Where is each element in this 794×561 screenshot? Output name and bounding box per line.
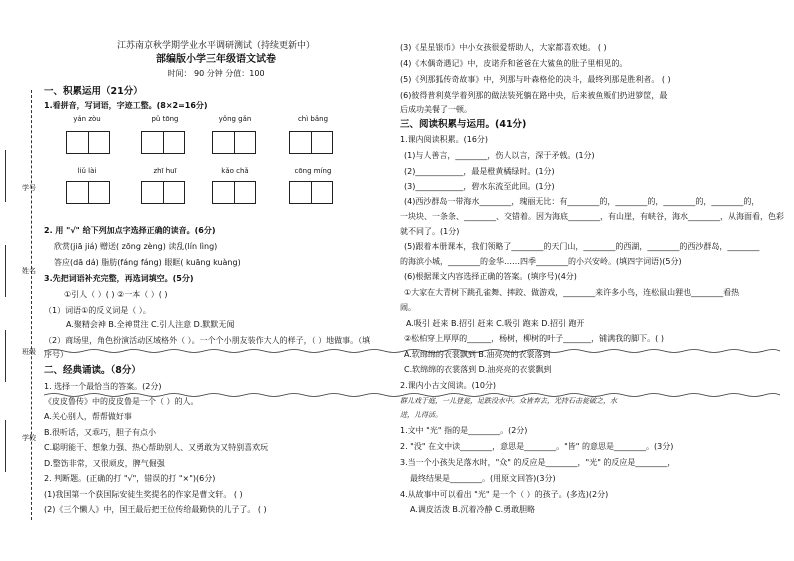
question-3-line: （1）词语①的反义词是（ ）。 [44,306,151,315]
question-2-line: 欣赏(jiā jiá) 赠送( zōng zèng) 读乱(lín lìng) [54,242,218,251]
binding-blank [5,420,6,472]
binding-dashed-line [31,90,32,520]
binding-blank [5,245,6,297]
reading-item: 最终结果是________。(用原文回答)(3分) [410,474,556,483]
judgement-item: (6)彼得普利莫学着列那的做法装死躺在路中央，后来被鱼贩们扔进箩筐，最 [400,91,668,100]
reading-item: 一块块、一条条、________、交错着。因为海底________，有山崖，有峡谷，海水________，从海面看，色彩 [400,212,784,221]
reading-item: (4)西沙群岛一带海水________，瑰丽无比：有________的，________的，________的，________的， [404,197,760,206]
binding-label-name: 姓名 [22,267,36,275]
question-5-item: (1)我国第一个获国际安徒生奖提名的作家是曹文轩。 ( ) [44,490,243,499]
exam-subtitle: 部编版小学三年级语文试卷 [156,54,276,65]
pinyin: pǔ tōng [151,115,179,123]
binding-blank [5,330,6,382]
question-4-option: D.整饬非常，又很顽皮，脾气倔强 [44,459,165,468]
pinyin: yǒng gǎn [218,115,252,123]
writing-box[interactable] [212,131,256,154]
classical-text: 迸，儿得活。 [400,411,442,419]
judgement-item: (5)《列那狐传奇故事》中，列那与叶森格伦的决斗，最终列那是胜利者。 ( ) [400,75,671,84]
question-5-item: (2)《三个懒人》中，国王最后把王位传给最勤快的儿子了。 ( ) [44,505,267,514]
writing-box[interactable] [289,131,333,154]
judgement-item: 后成功美餐了一顿。 [400,105,472,114]
writing-box[interactable] [289,181,333,204]
exam-meta: 时间： 90 分钟 分值：100 [167,69,265,78]
reading-item: (6)根据课文内容选择正确的答案。(填序号)(4分) [404,272,577,281]
question-4-option: B.很听话，又乖巧，胆子有点小 [44,428,157,437]
reading-item: 2. "没" 在文中读________，意思是________。"皆" 的意思是________。(3分) [400,442,674,451]
section-heading: 二、经典诵读。（8分） [44,365,141,376]
binding-label-student-number: 学号 [22,184,36,192]
reading-question-1: 1.课内阅读积累。(16分) [400,135,489,144]
binding-label-school: 学校 [22,434,36,442]
question-4: 1. 选择一个最恰当的答案。(2分) [44,382,162,391]
question-4-option: C.聪明能干、想象力强、热心帮助别人、又勇敢为又特别喜欢玩 [44,443,269,452]
reading-item: (1)与人善言，________，伤人以言，深于矛戟。(1分) [404,151,595,160]
question-3-line: （2）商场里，角色扮演活动区域格外（ ）。一个个小朋友装作大人的样子，（ ）地做事。（填 [44,336,371,345]
classical-text: 群儿戏于庭，一儿登瓮，足跌没水中。众皆弃去，光持石击瓮破之，水 [400,397,617,405]
pinyin: cōng míng [294,167,332,175]
reading-item: (2)____________，最是橙黄橘绿时。(1分) [404,167,555,176]
reading-options: A.吸引 赶来 B.招引 赶来 C.吸引 跑来 D.招引 跑开 [406,319,585,328]
binding-blank [5,150,6,202]
reading-item: ①大家在大青树下跳孔雀舞、摔跤、做游戏，________来许多小鸟，连松鼠山狸也________看热 [404,288,740,297]
section-heading: 三、阅读积累与运用。(41分) [400,119,527,130]
reading-options: C.软绵绵的衣裳落到 D.油亮亮的衣裳飘到 [404,365,552,374]
reading-question-2: 2.课内小古文阅读。(10分) [400,381,497,390]
reading-item: 就不同了。(1分) [400,227,460,236]
section-heading: 一、积累运用（21分） [44,86,143,97]
reading-item: 的海滨小城，________的金华……四季________的小兴安岭。(填四字词语)(5分) [400,257,682,266]
question-2-line: 答应(dā dá) 脂肪(fáng fáng) 眼眶( kuāng kuàng) [54,258,241,267]
pinyin: yán zòu [73,115,101,123]
question-5: 2. 判断题。(正确的打 "√"，错误的打 "×")(6分) [44,474,216,483]
question-3-options: A.聚精会神 B.全神贯注 C.引人注意 D.默默无闻 [66,320,235,329]
reading-item: 3.当一个小孩失足落水时，"众" 的反应是________，"光" 的反应是________， [400,458,676,467]
reading-options: A.软绵绵的衣裳飘到 B.油亮亮的衣裳落到 [404,350,551,359]
exam-title: 江苏南京秋学期学业水平调研测试（持续更新中） [116,41,315,51]
reading-item: 闹。 [400,303,416,312]
reading-item: (5)跟着本册课本，我们领略了________的天门山，________的西湖，________的西沙群岛，________ [404,242,760,251]
binding-label-class: 班级 [22,348,36,356]
writing-box[interactable] [212,181,256,204]
judgement-item: (4)《木偶奇遇记》中，皮诺乔和爸爸在大鲨鱼的肚子里相见的。 [400,59,628,68]
question-2: 2. 用 "√" 给下列加点字选择正确的读音。(6分) [44,226,216,235]
pinyin: zhī huī [153,167,177,175]
writing-box[interactable] [66,131,110,154]
reading-options: A.调皮活泼 B.沉着冷静 C.勇敢胆略 [410,505,536,514]
reading-item: 1.文中 "光" 指的是________。(2分) [400,426,528,435]
question-4-option: A.关心别人，帮帮做好事 [44,412,132,421]
judgement-item: (3)《星星银币》中小女孩很爱帮助人，大家都喜欢她。 ( ) [400,43,607,52]
reading-item: ②松柏穿上厚厚的______，杨树，柳树的叶子_______，铺满我的脚下。( ) [404,334,664,343]
question-1: 1.看拼音，写词语，字迹工整。(8×2=16分) [44,101,208,110]
question-3: 3.先把词语补充完整，再选词填空。(5分) [44,274,194,283]
question-3-line: 序号） [44,350,68,359]
writing-box[interactable] [141,131,185,154]
reading-item: 4.从故事中可以看出 "光" 是一个（ ）的孩子。(多选)(2分) [400,490,609,499]
pinyin: liǔ lài [77,167,97,175]
question-3-line: ①引人（ ）( ) ②一本（ ）( ) [64,290,168,299]
writing-box[interactable] [66,181,110,204]
question-4-line: 《皮皮鲁传》中的皮皮鲁是一个（ ）的人。 [44,397,199,406]
writing-box[interactable] [141,181,185,204]
pinyin: kǎo chǎ [221,167,249,175]
reading-item: (3)____________，碧水东流至此回。(1分) [404,182,555,191]
pinyin: chì bǎng [297,115,329,123]
